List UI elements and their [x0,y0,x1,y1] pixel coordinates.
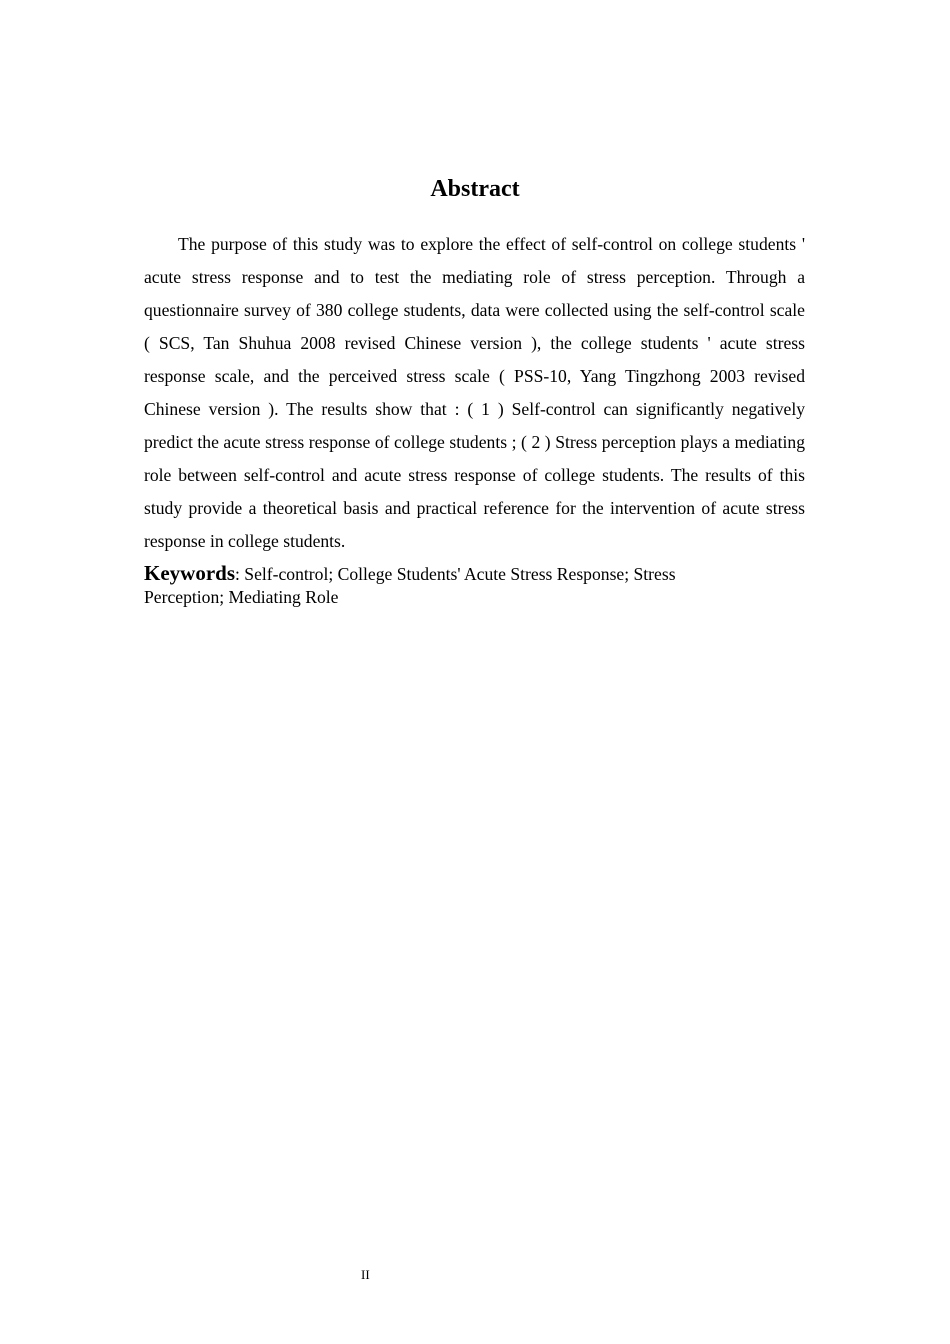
abstract-paragraph: The purpose of this study was to explore the effect of self-control on college students ' acute stress response and to test the mediating role of stress perception. Through a questionnaire survey of 380 college students, data were collected using the self-control scale ( SCS, Tan Shuhua 2008 revised Chinese version ), the college students ' acute stress response scale, and the perceived stress scale ( PSS-10, Yang Tingzhong 2003 revised Chinese version ). The results show that : ( 1 ) Self-control can significantly negatively predict the acute stress response of college students ; ( 2 ) Stress perception plays a mediating role between self-control and acute stress response of college students. The results of this study provide a theoretical basis and practical reference for the intervention of acute stress response in college students. [144,234,805,551]
keywords-label: Keywords [144,561,235,585]
page-title: Abstract [430,176,520,202]
keywords-separator: : [235,564,245,584]
keywords-line [144,562,744,609]
keywords-list: Self-control; College Students' Acute Stress Response; Stress Perception; Mediating Role [144,564,676,607]
page-number: II [361,1267,370,1282]
